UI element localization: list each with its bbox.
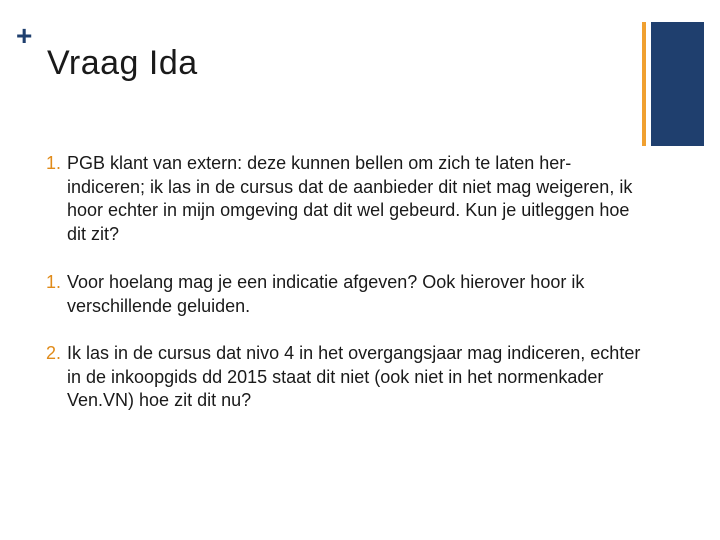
list-item bbox=[46, 271, 646, 318]
list-item bbox=[46, 152, 646, 246]
item-number: 1. bbox=[46, 272, 62, 292]
accent-bar-orange bbox=[642, 22, 646, 146]
accent-bar-blue bbox=[651, 22, 704, 146]
plus-icon: + bbox=[16, 20, 33, 51]
slide-title: Vraag Ida bbox=[47, 44, 198, 82]
list-item bbox=[46, 342, 646, 413]
item-text: Ik las in de cursus dat nivo 4 in het overgangsjaar mag indiceren, echter in de inkoopgids dd 2015 staat dit niet (ook niet in het normenkader Ven.VN) hoe zit dit nu? bbox=[67, 343, 641, 410]
question-list bbox=[46, 152, 646, 413]
item-number: 1. bbox=[46, 153, 62, 173]
item-text: Voor hoelang mag je een indicatie afgeven? Ook hierover hoor ik verschillende geluiden. bbox=[67, 272, 585, 316]
item-text: PGB klant van extern: deze kunnen bellen om zich te laten her-indiceren; ik las in de cursus dat de aanbieder dit niet mag weigeren, ik hoor echter in mijn omgeving dat dit wel gebeurd. Kun je uitleggen hoe dit zit? bbox=[67, 153, 633, 244]
item-number: 2. bbox=[46, 343, 62, 363]
